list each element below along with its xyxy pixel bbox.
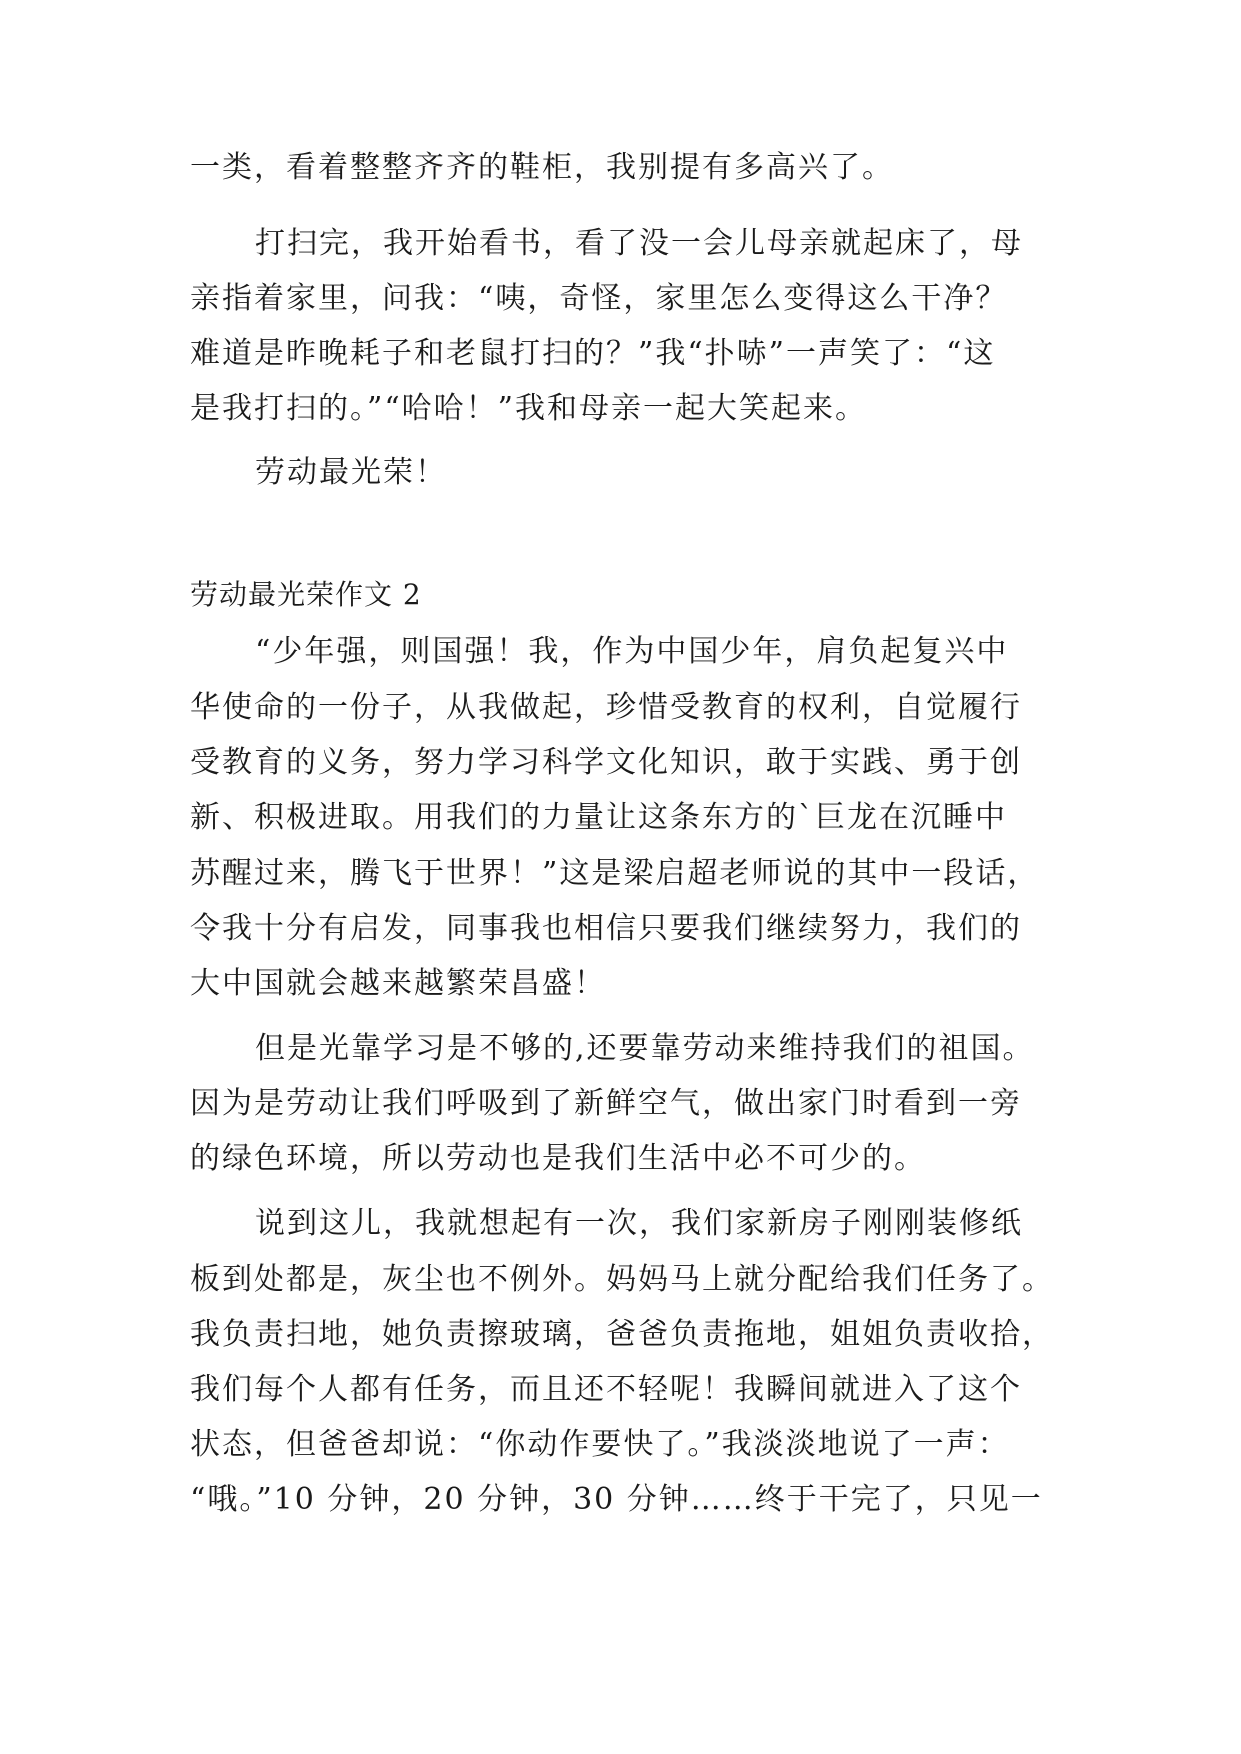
body-text-line: “哦。”10 分钟，20 分钟，30 分钟……终于干完了，只见一 (190, 1482, 1043, 1517)
body-text-line: 是我打扫的。”“哈哈！”我和母亲一起大笑起来。 (190, 391, 868, 426)
body-text-line: 令我十分有启发，同事我也相信只要我们继续努力，我们的 (190, 911, 1022, 946)
body-text-line: 新、积极进取。用我们的力量让这条东方的`巨龙在沉睡中 (190, 800, 1007, 835)
body-text-line: 大中国就会越来越繁荣昌盛！ (190, 966, 606, 1001)
body-text-line: 我负责扫地，她负责擦玻璃，爸爸负责拖地，姐姐负责收拾， (190, 1317, 1054, 1352)
body-text-line: 苏醒过来，腾飞于世界！”这是梁启超老师说的其中一段话， (190, 856, 1040, 891)
section-heading: 劳动最光荣作文 2 (190, 578, 422, 611)
body-text-line: 受教育的义务，努力学习科学文化知识，敢于实践、勇于创 (190, 745, 1022, 780)
body-text-line: 说到这儿，我就想起有一次，我们家新房子刚刚装修纸 (255, 1206, 1023, 1241)
body-text-line: 劳动最光荣！ (255, 455, 447, 490)
body-text-line: 板到处都是，灰尘也不例外。妈妈马上就分配给我们任务了。 (190, 1262, 1054, 1297)
body-text-line: 亲指着家里，问我：“咦，奇怪，家里怎么变得这么干净？ (190, 281, 1008, 316)
body-text-line: “少年强，则国强！我，作为中国少年，肩负起复兴中 (255, 634, 1009, 669)
body-text-line: 状态，但爸爸却说：“你动作要快了。”我淡淡地说了一声： (190, 1427, 1010, 1462)
body-text-line: 但是光靠学习是不够的,还要靠劳动来维持我们的祖国。 (255, 1031, 1035, 1066)
body-text-line: 难道是昨晚耗子和老鼠打扫的？”我“扑哧”一声笑了：“这 (190, 336, 996, 371)
body-text-line: 的绿色环境，所以劳动也是我们生活中必不可少的。 (190, 1141, 926, 1176)
body-text-line: 因为是劳动让我们呼吸到了新鲜空气，做出家门时看到一旁 (190, 1086, 1022, 1121)
body-text-line: 一类，看着整整齐齐的鞋柜，我别提有多高兴了。 (190, 150, 894, 185)
body-text-line: 华使命的一份子，从我做起，珍惜受教育的权利，自觉履行 (190, 690, 1022, 725)
body-text-line: 我们每个人都有任务，而且还不轻呢！我瞬间就进入了这个 (190, 1372, 1022, 1407)
body-text-line: 打扫完，我开始看书，看了没一会儿母亲就起床了，母 (255, 226, 1023, 261)
